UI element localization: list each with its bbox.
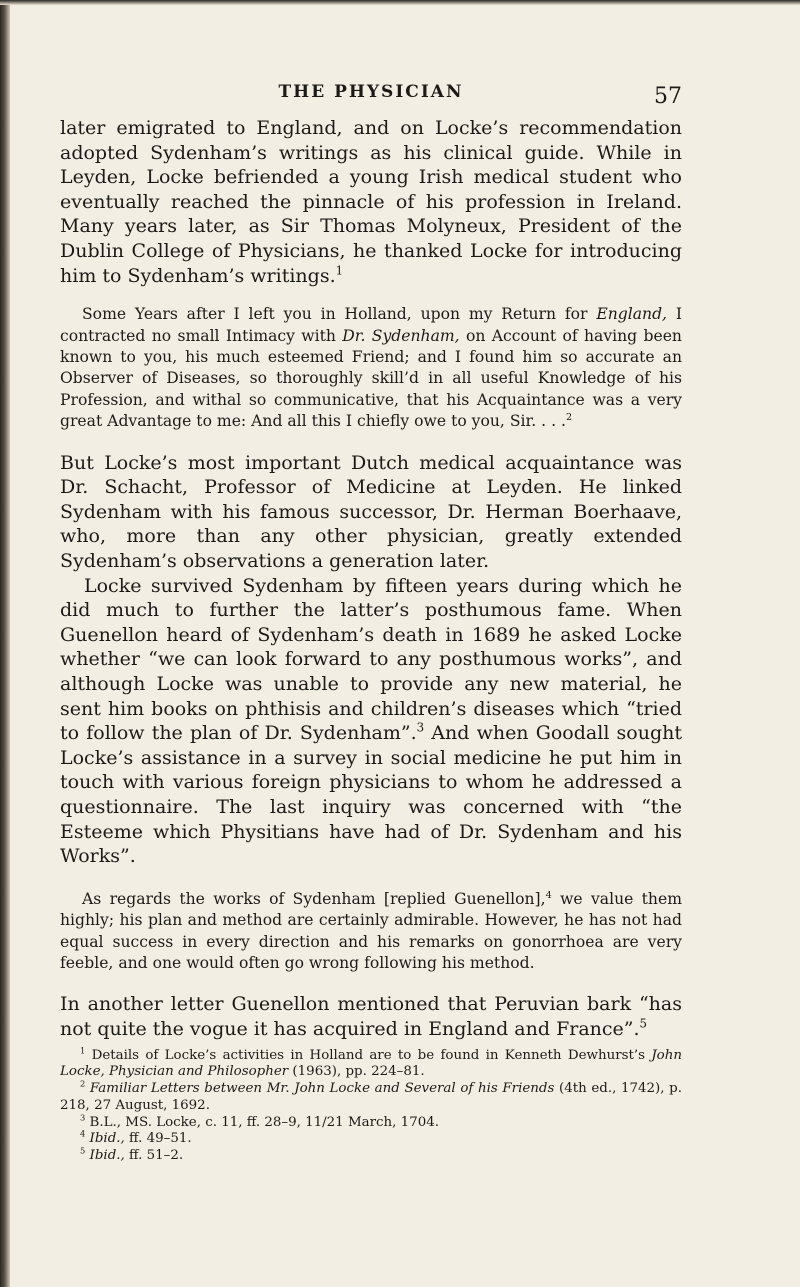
footnote-5 xyxy=(60,1145,682,1165)
footnote-italic: Ibid., xyxy=(89,1148,125,1164)
footnote-ref-2: 2 xyxy=(565,412,573,423)
paragraph-1-text: later emigrated to England, and on Locke’s recommendation adopted Sydenham’s writings as his clinical guide. While in Leyden, Locke befriended a young Irish medical student who eventually reached the pinnacle of his profession in Ireland. Many years later, as Sir Thomas Molyneux, President of the Dublin College of Physicians, he thanked Locke for introducing him to Sydenham’s writings. xyxy=(60,117,682,287)
page-header xyxy=(60,78,682,110)
block-quote-molyneux xyxy=(60,304,682,432)
footnote-number: 5 xyxy=(80,1145,86,1156)
block-quote-guenellon xyxy=(60,889,682,975)
footnote-italic: John Locke, Physician and Philosopher xyxy=(60,1047,682,1080)
footnote-ref-5: 5 xyxy=(639,1016,648,1031)
footnote-ref-1: 1 xyxy=(335,263,344,278)
footnote-text: B.L., MS. Locke, c. 11, ff. 28–9, 11/21 March, 1704. xyxy=(85,1114,440,1130)
page-edge-shadow xyxy=(0,0,10,1287)
quote-1-italic-england: England, xyxy=(596,305,668,324)
footnote-number: 4 xyxy=(80,1129,86,1140)
footnote-3 xyxy=(60,1112,682,1132)
footnote-1 xyxy=(60,1045,682,1082)
page-number: 57 xyxy=(654,84,682,109)
paragraph-4 xyxy=(60,992,682,1041)
paragraph-3-part-b: And when Goodall sought Locke’s assistance in a survey in social medicine he put him in touch with various foreign physicians to whom he addressed a questionnaire. The last inquiry was concerned with “the Esteeme which Physitians have had of Dr. Sydenham and his Works”. xyxy=(60,722,682,868)
footnote-text: (1963), pp. 224–81. xyxy=(288,1064,425,1080)
quote-2-part-b: we value them highly; his plan and method are certainly admirable. However, he has not had equal success in every direction and his remarks on gonorrhoea are very feeble, and one would often go wrong following his method. xyxy=(60,889,682,972)
footnote-text: ff. 49–51. xyxy=(124,1131,192,1147)
footnote-italic: Familiar Letters between Mr. John Locke and Several of his Friends xyxy=(89,1081,555,1097)
quote-1-part-c: I contracted no small Intimacy with xyxy=(60,305,683,345)
paragraph-3-part-a: Locke survived Sydenham by fifteen years during which he did much to further the latter’s posthumous fame. When Guenellon heard of Sydenham’s death in 1689 he asked Locke whether “we can look forward to any posthumous works”, and although Locke was unable to provide any new material, he sent him books on phthisis and children’s diseases which “tried to follow the plan of Dr. Sydenham”. xyxy=(60,574,682,745)
paragraph-4-text: In another letter Guenellon mentioned that Peruvian bark “has not quite the vogue it has acquired in England and France”. xyxy=(60,993,682,1040)
footnote-number: 1 xyxy=(80,1045,86,1056)
footnote-ref-4: 4 xyxy=(545,889,552,901)
footnote-number: 2 xyxy=(80,1078,86,1089)
paragraph-3 xyxy=(60,574,682,869)
quote-1-part-a: Some Years after I left you in Holland, upon my Return for xyxy=(82,305,597,324)
running-head: THE PHYSICIAN xyxy=(278,82,464,102)
quote-1-italic-sydenham: Dr. Sydenham, xyxy=(342,326,460,345)
footnote-italic: Ibid., xyxy=(89,1131,125,1147)
paragraph-2: But Locke’s most important Dutch medical acquaintance was Dr. Schacht, Professor of Medicine at Leyden. He linked Sydenham with his famous successor, Dr. Herman Boerhaave, who, more than any other physician, greatly extended Sydenham’s observations a generation later. xyxy=(60,451,682,572)
footnote-ref-3: 3 xyxy=(416,720,425,735)
footnote-text: (4th ed., 1742), p. 218, 27 August, 1692. xyxy=(60,1081,682,1113)
footnote-4 xyxy=(60,1131,682,1148)
page-top-shadow xyxy=(0,0,800,5)
quote-2-part-a: As regards the works of Sydenham [replied Guenellon], xyxy=(82,889,546,908)
footnote-text: ff. 51–2. xyxy=(124,1148,184,1164)
footnote-number: 3 xyxy=(80,1112,86,1123)
footnote-text: Details of Locke’s activities in Holland are to be found in Kenneth Dewhurst’s xyxy=(85,1047,652,1063)
book-page xyxy=(60,78,682,1165)
footnotes xyxy=(60,1045,682,1166)
footnote-2 xyxy=(60,1078,682,1115)
paragraph-1 xyxy=(60,116,682,288)
quote-1-part-e: on Account of having been known to you, his much esteemed Friend; and I found him so accurate an Observer of Diseases, so thoroughly skill’d in all useful Knowledge of his Profession, and withal so communicative, that his Acquaintance was a very great Advantage to me: And all this I chiefly owe to you, Sir. . . . xyxy=(60,326,682,431)
